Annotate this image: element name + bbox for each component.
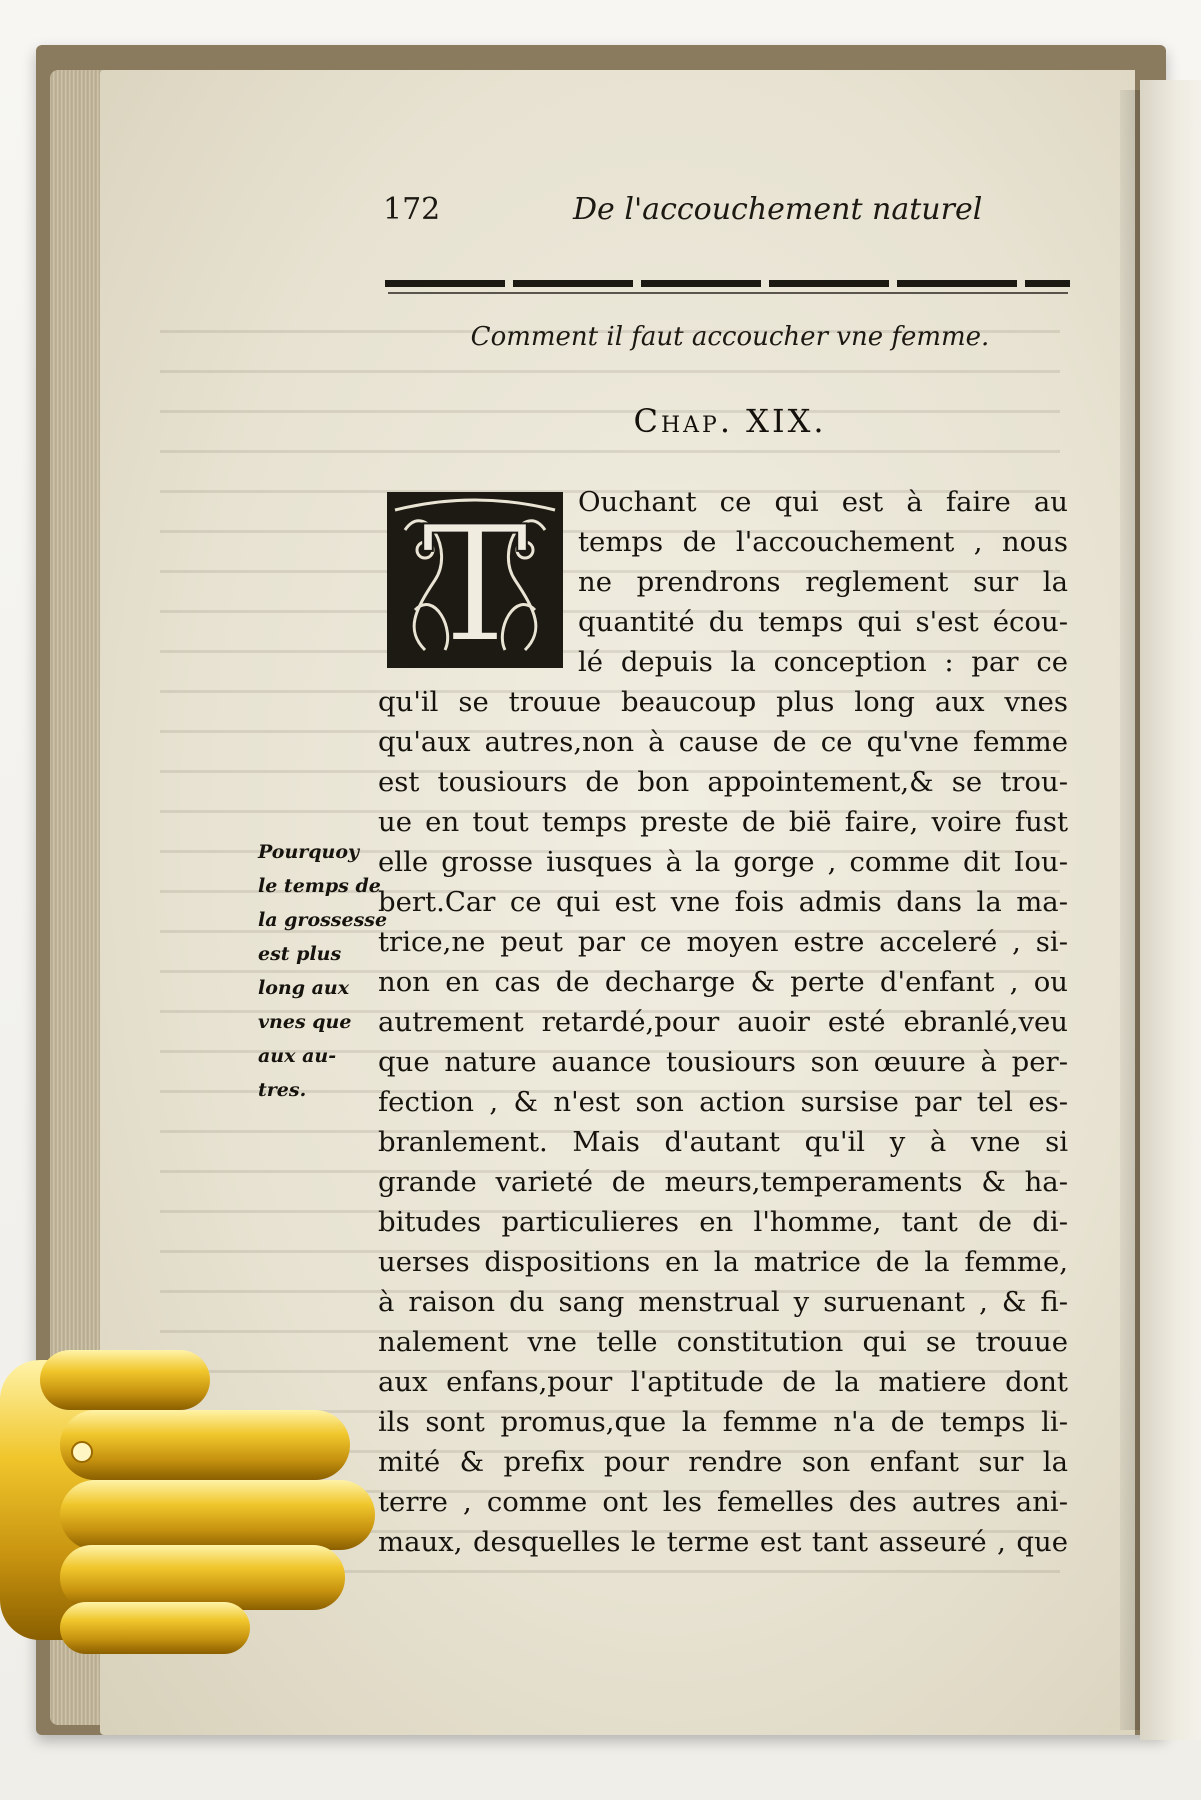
gold-hand-clip <box>0 1340 380 1660</box>
text-line: branlement. Mais d'autant qu'il y à vne si <box>378 1126 1068 1158</box>
margin-note-line: tres. <box>258 1079 307 1101</box>
text-line: ils sont promus,que la femme n'a de temps li- <box>378 1406 1068 1438</box>
text-line: Ouchant ce qui est à faire au <box>578 486 1068 518</box>
text-line: qu'aux autres,non à cause de ce qu'vne femme <box>378 726 1068 758</box>
text-line: ne prendrons reglement sur la <box>578 566 1068 598</box>
header-rule-thin <box>388 292 1068 294</box>
margin-note-line: la grossesse <box>258 909 388 931</box>
body-text <box>378 482 1068 1562</box>
page-number: 172 <box>383 192 441 227</box>
text-line: terre , comme ont les femelles des autres ani- <box>378 1486 1068 1518</box>
text-line: aux enfans,pour l'aptitude de la matiere dont <box>378 1366 1068 1398</box>
text-line: non en cas de decharge & perte d'enfant , ou <box>378 966 1068 998</box>
header-rule <box>385 280 1070 287</box>
text-line: quantité du temps qui s'est écou- <box>578 606 1068 638</box>
dropcap-letter: T <box>421 491 529 670</box>
facing-page-edge <box>1140 80 1201 1740</box>
chapter-heading: Chap. XIX. <box>633 402 827 440</box>
margin-note-line: le temps de <box>258 875 381 897</box>
text-line: bitudes particulieres en l'homme, tant de di- <box>378 1206 1068 1238</box>
text-line: fection , & n'est son action sursise par tel es- <box>378 1086 1068 1118</box>
margin-note <box>258 835 388 1107</box>
margin-note-line: est plus <box>258 943 342 965</box>
text-line: maux, desquelles le terme est tant asseuré , que <box>378 1526 1068 1558</box>
margin-note-line: vnes que <box>258 1011 352 1033</box>
text-line: trice,ne peut par ce moyen estre acceleré , si- <box>378 926 1068 958</box>
text-line: lé depuis la conception : par ce <box>578 646 1068 678</box>
text-line: est tousiours de bon appointement,& se trou- <box>378 766 1068 798</box>
chapter-subtitle: Comment il faut accoucher vne femme. <box>470 322 990 352</box>
text-line: que nature auance tousiours son œuure à per- <box>378 1046 1068 1078</box>
running-title: De l'accouchement naturel <box>573 192 983 227</box>
text-line: elle grosse iusques à la gorge , comme dit Iou- <box>378 846 1068 878</box>
text-line: grande varieté de meurs,temperaments & ha- <box>378 1166 1068 1198</box>
text-line: nalement vne telle constitution qui se trouue <box>378 1326 1068 1358</box>
margin-note-line: Pourquoy <box>258 841 360 863</box>
text-line: uerses dispositions en la matrice de la femme, <box>378 1246 1068 1278</box>
text-line: qu'il se trouue beaucoup plus long aux vnes <box>378 686 1068 718</box>
text-line: bert.Car ce qui est vne fois admis dans la ma- <box>378 886 1068 918</box>
text-line: temps de l'accouchement , nous <box>578 526 1068 558</box>
margin-note-line: aux au- <box>258 1045 337 1067</box>
text-line: à raison du sang menstrual y suruenant , & fi- <box>378 1286 1068 1318</box>
text-line: mité & prefix pour rendre son enfant sur la <box>378 1446 1068 1478</box>
text-line: ue en tout temps preste de bië faire, voire fust <box>378 806 1068 838</box>
running-head <box>375 192 1075 232</box>
text-line: autrement retardé,pour auoir esté ebranlé,veu <box>378 1006 1068 1038</box>
margin-note-line: long aux <box>258 977 350 999</box>
